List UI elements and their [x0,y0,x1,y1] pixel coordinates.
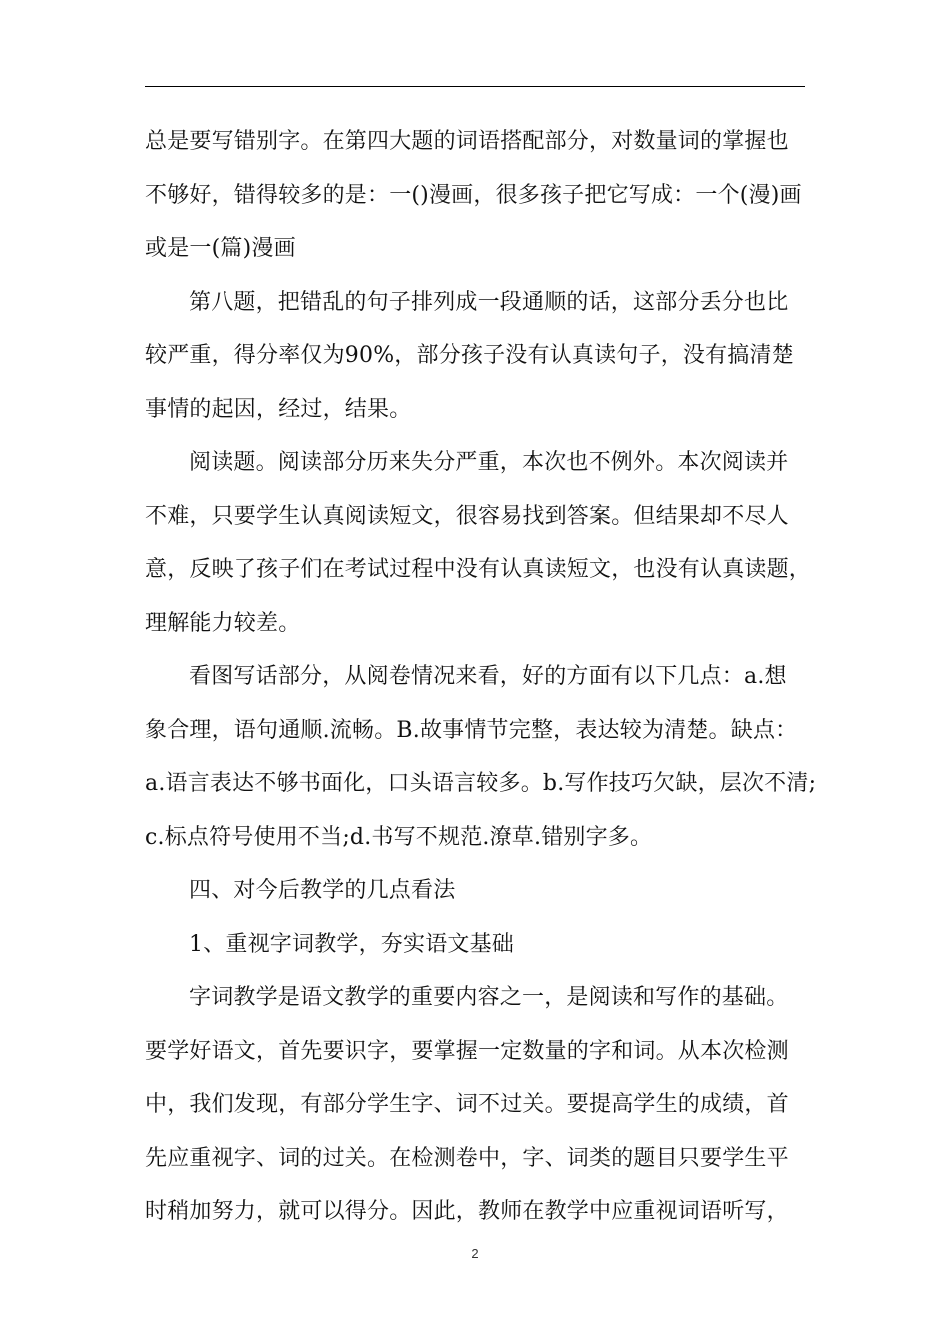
paragraph-start-line: 字词教学是语文教学的重要内容之一，是阅读和写作的基础。 [189,985,789,1010]
text-line: 意，反映了孩子们在考试过程中没有认真读短文，也没有认真读题， [145,557,812,582]
section-heading: 四、对今后教学的几点看法 [189,878,456,903]
text-line: 较严重，得分率仅为90%，部分孩子没有认真读句子，没有搞清楚 [145,343,794,368]
paragraph-start-line: 看图写话部分，从阅卷情况来看，好的方面有以下几点：a.想 [189,664,787,689]
text-line: a.语言表达不够书面化，口头语言较多。b.写作技巧欠缺，层次不清; [145,771,817,796]
text-line: 中，我们发现，有部分学生字、词不过关。要提高学生的成绩，首 [145,1092,789,1117]
text-line: 时稍加努力，就可以得分。因此，教师在教学中应重视词语听写， [145,1199,789,1224]
header-rule [145,86,805,87]
text-line: 总是要写错别字。在第四大题的词语搭配部分，对数量词的掌握也 [145,129,789,154]
page-number: 2 [471,1246,479,1261]
text-line: 理解能力较差。 [145,610,301,636]
document-body [145,115,817,1239]
text-line: 先应重视字、词的过关。在检测卷中，字、词类的题目只要学生平 [145,1145,789,1171]
paragraph-start-line: 第八题，把错乱的句子排列成一段通顺的话，这部分丢分也比 [189,289,789,315]
paragraph-start-line: 阅读题。阅读部分历来失分严重，本次也不例外。本次阅读并 [189,450,789,475]
text-line: 事情的起因，经过，结果。 [145,396,412,422]
subsection-heading: 1、重视字词教学，夯实语文基础 [189,931,514,957]
text-line: 不难，只要学生认真阅读短文，很容易找到答案。但结果却不尽人 [145,503,789,529]
text-line: 要学好语文，首先要识字，要掌握一定数量的字和词。从本次检测 [145,1038,789,1064]
text-line: c.标点符号使用不当;d.书写不规范.潦草.错别字多。 [145,824,653,850]
text-line: 不够好，错得较多的是：一()漫画，很多孩子把它写成：一个(漫)画 [145,182,802,208]
text-line: 或是一(篇)漫画 [145,236,296,261]
text-line: 象合理，语句通顺.流畅。B.故事情节完整，表达较为清楚。缺点： [145,717,798,743]
